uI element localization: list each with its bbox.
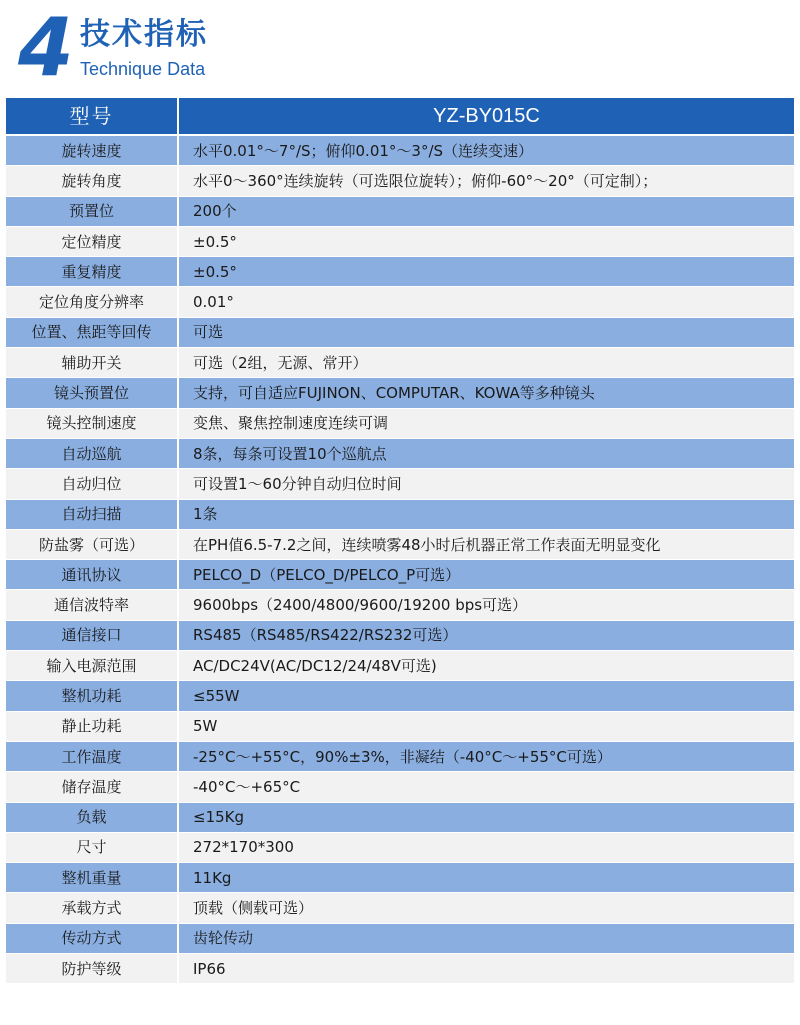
- section-title: 技术指标: [80, 17, 208, 52]
- spec-label: 定位精度: [6, 226, 178, 256]
- spec-label: 静止功耗: [6, 711, 178, 741]
- table-row: [6, 741, 794, 771]
- table-row: [6, 954, 794, 984]
- table-row: [6, 590, 794, 620]
- spec-value: 齿轮传动: [178, 923, 794, 953]
- spec-value: -40°C～+65°C: [178, 772, 794, 802]
- spec-label: 定位角度分辨率: [6, 287, 178, 317]
- table-row: [6, 560, 794, 590]
- table-row: [6, 469, 794, 499]
- table-row: [6, 166, 794, 196]
- spec-value: 0.01°: [178, 287, 794, 317]
- spec-value: 支持，可自适应FUJINON、COMPUTAR、KOWA等多种镜头: [178, 378, 794, 408]
- spec-value: ≤55W: [178, 681, 794, 711]
- spec-label: 传动方式: [6, 923, 178, 953]
- spec-value: 200个: [178, 196, 794, 226]
- table-row: [6, 802, 794, 832]
- spec-label: 负载: [6, 802, 178, 832]
- table-row: [6, 711, 794, 741]
- table-row: [6, 772, 794, 802]
- spec-label: 旋转速度: [6, 135, 178, 166]
- table-row: [6, 832, 794, 862]
- table-row: [6, 529, 794, 559]
- spec-label: 尺寸: [6, 832, 178, 862]
- spec-value: 顶载（侧载可选）: [178, 893, 794, 923]
- section-subtitle: Technique Data: [80, 59, 206, 79]
- spec-table: [6, 98, 794, 984]
- spec-value: PELCO_D（PELCO_D/PELCO_P可选）: [178, 560, 794, 590]
- spec-value: 水平0～360°连续旋转（可选限位旋转）；俯仰-60°～20°（可定制）；: [178, 166, 794, 196]
- spec-label: 旋转角度: [6, 166, 178, 196]
- spec-value: 9600bps（2400/4800/9600/19200 bps可选）: [178, 590, 794, 620]
- spec-value: 272*170*300: [178, 832, 794, 862]
- table-row: [6, 620, 794, 650]
- table-row: [6, 438, 794, 468]
- spec-value: 5W: [178, 711, 794, 741]
- spec-label: 重复精度: [6, 257, 178, 287]
- table-row: [6, 893, 794, 923]
- spec-label: 自动归位: [6, 469, 178, 499]
- spec-label: 承载方式: [6, 893, 178, 923]
- spec-label: 防盐雾（可选）: [6, 529, 178, 559]
- spec-value: RS485（RS485/RS422/RS232可选）: [178, 620, 794, 650]
- table-row: [6, 196, 794, 226]
- spec-label: 防护等级: [6, 954, 178, 984]
- spec-label: 通信波特率: [6, 590, 178, 620]
- table-row: [6, 681, 794, 711]
- spec-label: 整机重量: [6, 863, 178, 893]
- spec-label: 辅助开关: [6, 348, 178, 378]
- table-row: [6, 378, 794, 408]
- spec-value: ≤15Kg: [178, 802, 794, 832]
- section-number: 4: [18, 1, 72, 94]
- spec-label: 整机功耗: [6, 681, 178, 711]
- spec-value: 8条，每条可设置10个巡航点: [178, 438, 794, 468]
- spec-label: 镜头预置位: [6, 378, 178, 408]
- table-row: [6, 257, 794, 287]
- model-value: YZ-BY015C: [178, 98, 794, 135]
- spec-value: ±0.5°: [178, 226, 794, 256]
- spec-label: 通讯协议: [6, 560, 178, 590]
- table-row: [6, 287, 794, 317]
- table-row: [6, 408, 794, 438]
- section-header: [0, 0, 800, 95]
- spec-table-body: [6, 135, 794, 984]
- spec-label: 自动扫描: [6, 499, 178, 529]
- spec-label: 自动巡航: [6, 438, 178, 468]
- model-label: 型号: [6, 98, 178, 135]
- table-row: [6, 923, 794, 953]
- spec-label: 工作温度: [6, 741, 178, 771]
- spec-label: 预置位: [6, 196, 178, 226]
- table-header-row: [6, 98, 794, 135]
- table-row: [6, 499, 794, 529]
- spec-value: ±0.5°: [178, 257, 794, 287]
- table-row: [6, 317, 794, 347]
- table-row: [6, 863, 794, 893]
- spec-value: 变焦、聚焦控制速度连续可调: [178, 408, 794, 438]
- spec-value: AC/DC24V(AC/DC12/24/48V可选): [178, 651, 794, 681]
- table-row: [6, 135, 794, 166]
- spec-value: 11Kg: [178, 863, 794, 893]
- spec-value: 可设置1～60分钟自动归位时间: [178, 469, 794, 499]
- spec-label: 位置、焦距等回传: [6, 317, 178, 347]
- spec-value: 在PH值6.5-7.2之间，连续喷雾48小时后机器正常工作表面无明显变化: [178, 529, 794, 559]
- table-row: [6, 348, 794, 378]
- spec-value: IP66: [178, 954, 794, 984]
- spec-label: 输入电源范围: [6, 651, 178, 681]
- spec-label: 储存温度: [6, 772, 178, 802]
- spec-value: 可选: [178, 317, 794, 347]
- spec-value: 可选（2组，无源、常开）: [178, 348, 794, 378]
- spec-value: 水平0.01°～7°/S；俯仰0.01°～3°/S（连续变速）: [178, 135, 794, 166]
- spec-label: 通信接口: [6, 620, 178, 650]
- table-row: [6, 226, 794, 256]
- spec-label: 镜头控制速度: [6, 408, 178, 438]
- spec-value: -25°C～+55°C，90%±3%，非凝结（-40°C～+55°C可选）: [178, 741, 794, 771]
- spec-value: 1条: [178, 499, 794, 529]
- table-row: [6, 651, 794, 681]
